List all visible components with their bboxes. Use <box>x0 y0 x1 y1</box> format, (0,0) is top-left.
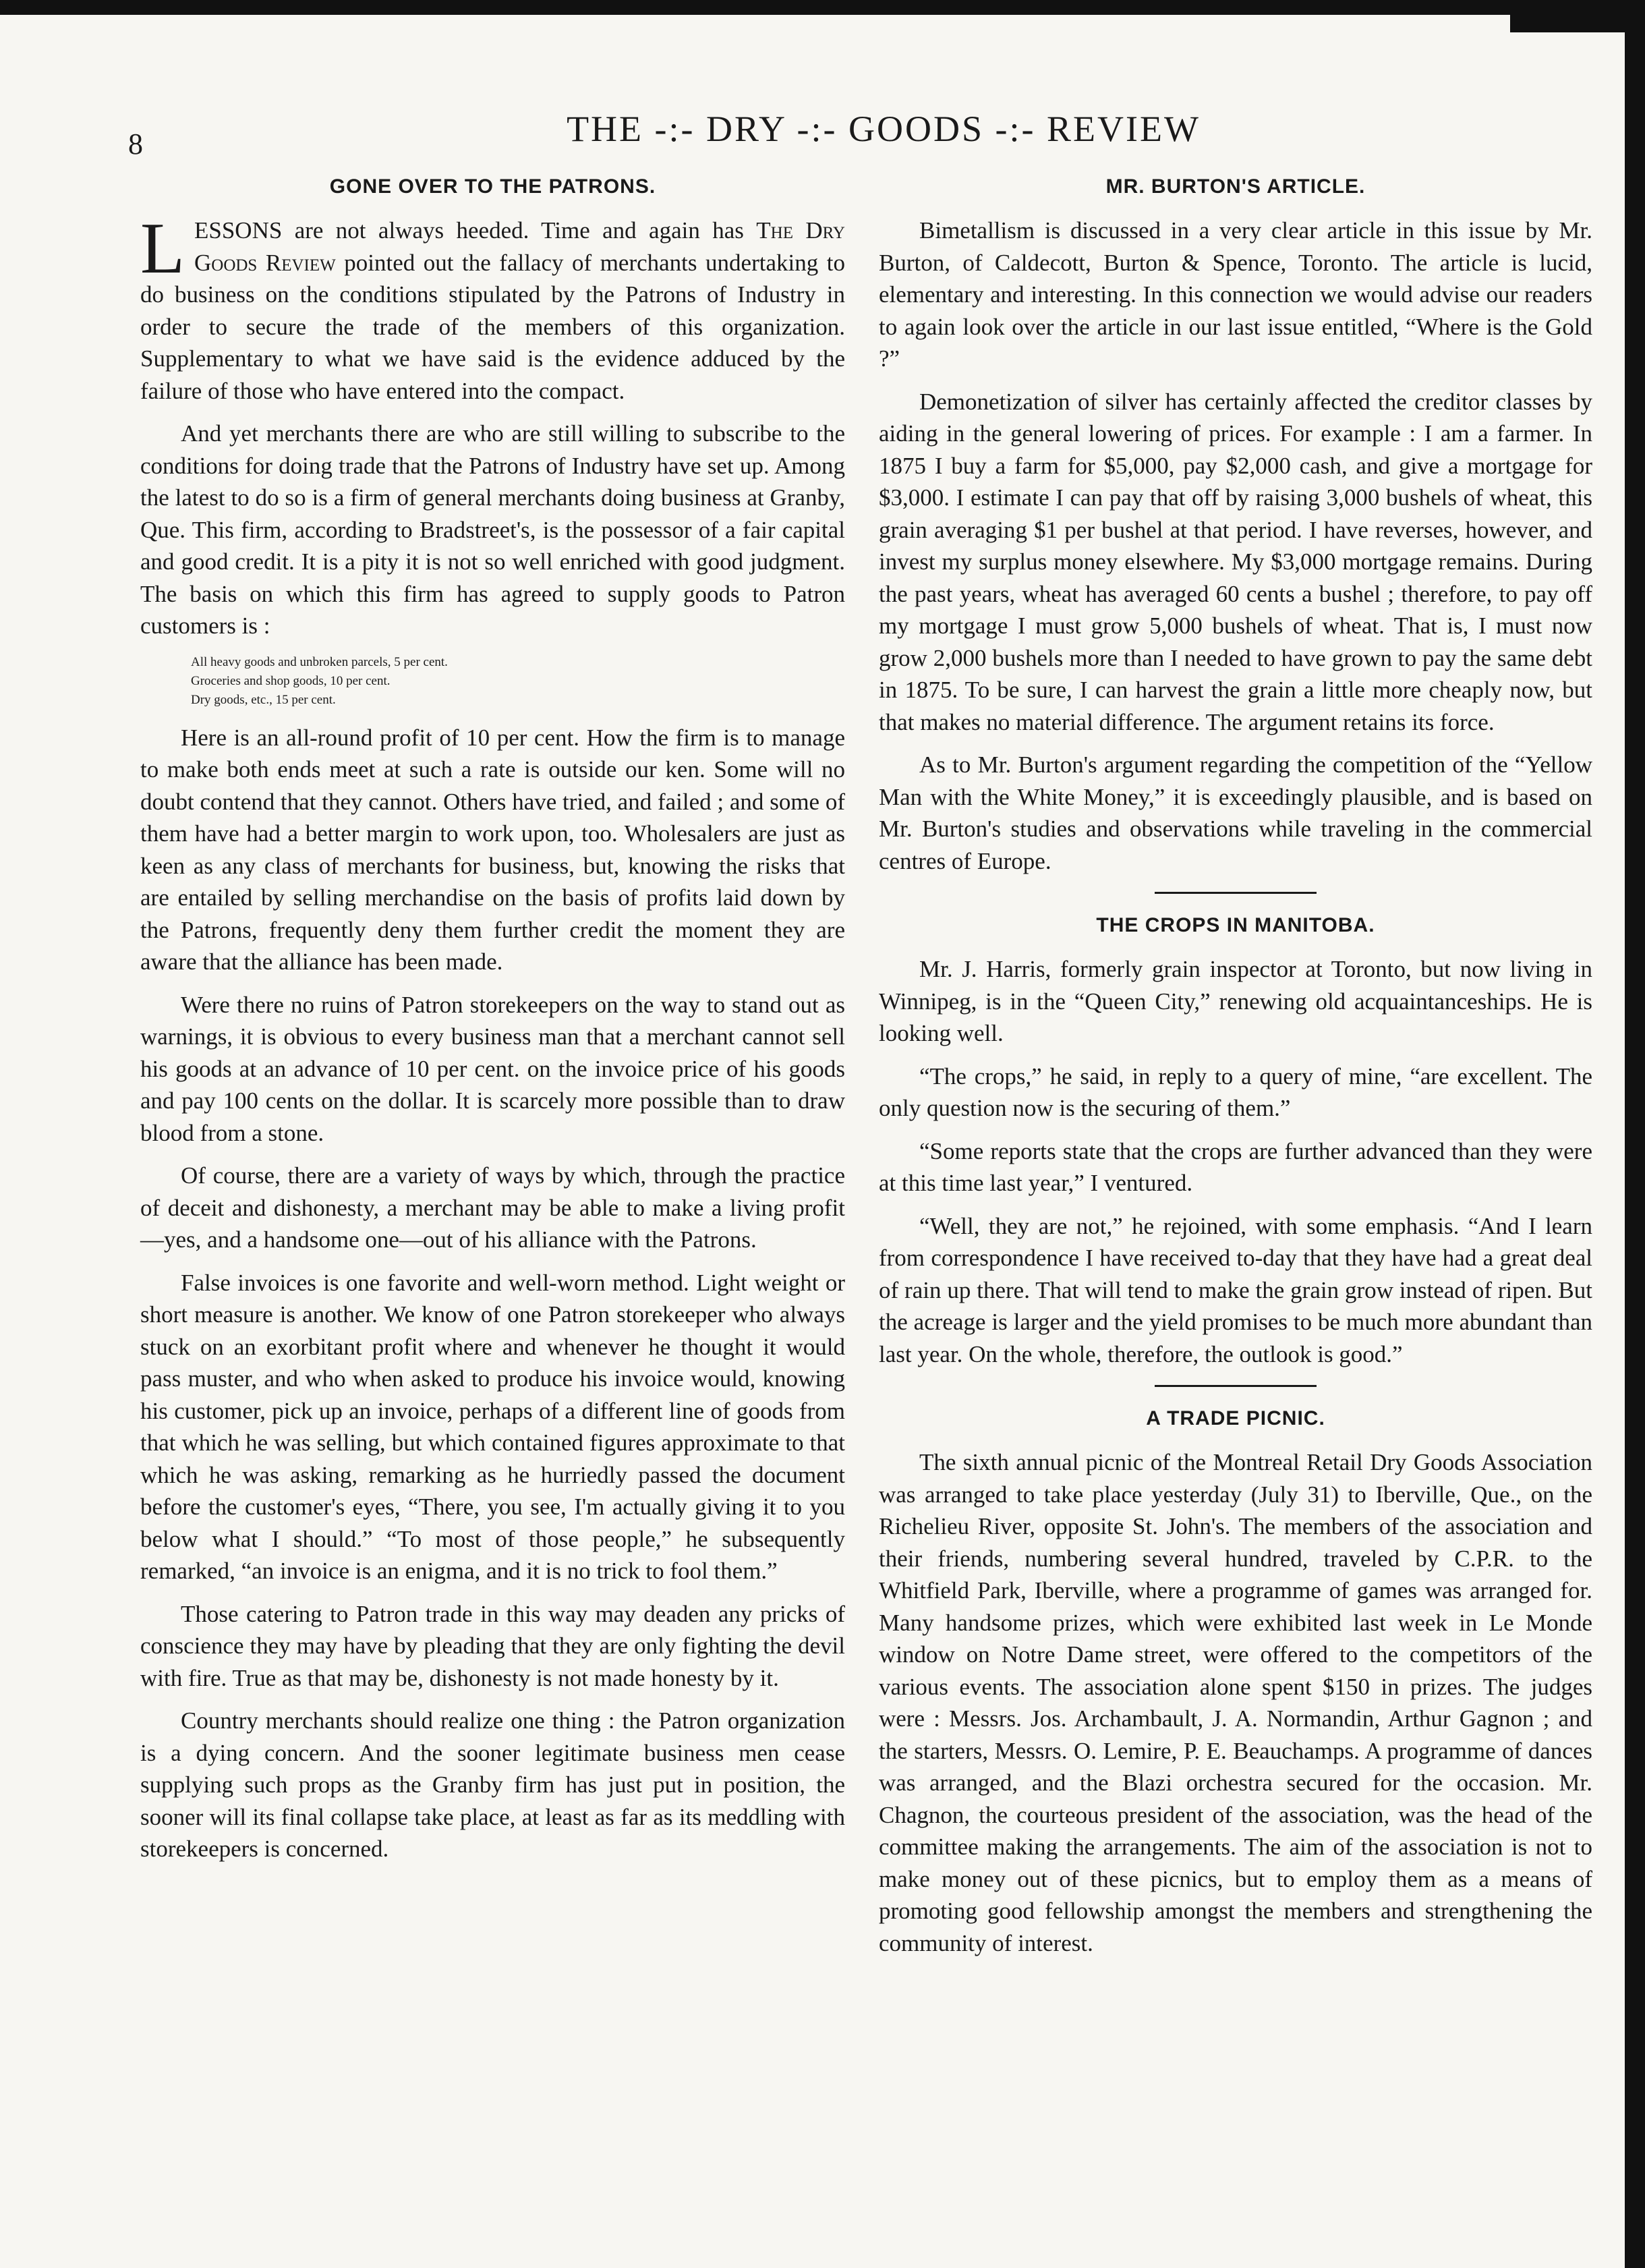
paragraph: “The crops,” he said, in reply to a query of mine, “are excellent. The only question now is the securing of them.” <box>879 1062 1592 1121</box>
terms-item: Dry goods, etc., 15 per cent. <box>191 692 336 707</box>
terms-item: Groceries and shop goods, 10 per cent. <box>191 673 391 688</box>
section-divider <box>1155 1385 1317 1387</box>
drop-cap: L <box>140 208 185 289</box>
paragraph: Of course, there are a variety of ways by which, through the practice of deceit and dishonesty, a merchant may be able to make a living profit —yes, and a handsome one—out of his alliance with the Patrons. <box>140 1162 845 1253</box>
paragraph: Those catering to Patron trade in this way may deaden any pricks of conscience they may have by pleading that they are only fighting the devil with fire. True as that may be, dishonesty is not made honesty by it. <box>140 1600 845 1691</box>
paragraph: “Some reports state that the crops are further advanced than they were at this time last year,” I ventured. <box>879 1137 1592 1196</box>
article-heading-picnic: A TRADE PICNIC. <box>1146 1407 1325 1429</box>
article-heading-crops: THE CROPS IN MANITOBA. <box>1096 914 1375 936</box>
journal-name: The Dry Goods Review <box>194 217 845 276</box>
paragraph: Mr. J. Harris, formerly grain inspector at Toronto, but now living in Winnipeg, is in the “Queen City,” renewing old acquaintanceships. He is looking well. <box>879 956 1592 1046</box>
article-heading-patrons: GONE OVER TO THE PATRONS. <box>329 175 656 198</box>
paragraph: Were there no ruins of Patron storekeepers on the way to stand out as warnings, it is obvious to every business man that a merchant cannot sell his goods at an advance of 10 per cent. on the invoice price of his goods and pay 100 cents on the dollar. It is scarcely more possible than to draw blood from a stone. <box>140 991 845 1146</box>
scan-edge-right <box>1625 0 1645 2268</box>
paragraph-text: ESSONS are not always heeded. Time and again has <box>194 217 757 244</box>
left-column <box>140 169 845 1876</box>
paragraph: And yet merchants there are who are still willing to subscribe to the conditions for doing trade that the Patrons of Industry have set up. Among the latest to do so is a firm of general merchants doing business at Granby, Que. This firm, according to Bradstreet's, is the possessor of a fair capital and good credit. It is a pity it is not so well enriched with good judgment. The basis on which this firm has agreed to supply goods to Patron customers is : <box>140 420 845 639</box>
scan-edge-top <box>0 0 1645 15</box>
paragraph: Bimetallism is discussed in a very clear article in this issue by Mr. Burton, of Caldecott, Burton & Spence, Toronto. The article is lucid, elementary and interesting. In this connection we would advise our readers to again look over the article in our last issue entitled, “Where is the Gold ?” <box>879 217 1592 372</box>
paragraph: False invoices is one favorite and well-worn method. Light weight or short measure is another. We know of one Patron storekeeper who always stuck on an exorbitant profit where and whenever he thought it would pass muster, and who when asked to produce his invoice would, knowing his customer, pick up an invoice, perhaps of a different line of goods from that which he was selling, but which contained figures approximate to that which he was asking, remarking as he hurriedly passed the document before the customer's eyes, “There, you see, I'm actually giving it to you below what I should.” “To most of those people,” he subsequently remarked, “an invoice is an enigma, and it is no trick to fool them.” <box>140 1269 845 1584</box>
paragraph-text: pointed out the fallacy of merchants undertaking to do business on the conditions stipulated by the Patrons of Industry in order to secure the trade of the members of this organization. Supplementary to what we have said is the evidence adduced by the failure of those who have entered into the compact. <box>140 249 845 404</box>
terms-item: All heavy goods and unbroken parcels, 5 per cent. <box>191 654 448 669</box>
paragraph: As to Mr. Burton's argument regarding the competition of the “Yellow Man with the White Money,” it is exceedingly plausible, and is based on Mr. Burton's studies and observations while traveling in the commercial centres of Europe. <box>879 752 1592 874</box>
paragraph: Here is an all-round profit of 10 per cent. How the firm is to manage to make both ends meet at such a rate is outside our ken. Some will no doubt contend that they cannot. Others have tried, and failed ; and some of them have had a better margin to work upon, too. Wholesalers are just as keen as any class of merchants for business, but, knowing the risks that are entailed by selling merchandise on the basis of profits laid down by the Patrons, frequently deny them further credit the moment they are aware that the alliance has been made. <box>140 724 845 975</box>
paragraph <box>140 208 845 407</box>
terms-list <box>191 653 845 710</box>
paragraph: “Well, they are not,” he rejoined, with some emphasis. “And I learn from correspondence I have received to-day that they have had a great deal of rain up there. That will tend to make the grain grow instead of ripen. But the acreage is larger and the yield promises to be much more abundant than last year. On the whole, therefore, the outlook is good.” <box>879 1212 1592 1367</box>
paragraph: Demonetization of silver has certainly affected the creditor classes by aiding in the general lowering of prices. For example : I am a farmer. In 1875 I buy a farm for $5,000, pay $2,000 cash, and give a mortgage for $3,000. I estimate I can pay that off by raising 3,000 bushels of wheat, this grain averaging $1 per bushel at that period. I have reverses, however, and invest my surplus money elsewhere. My $3,000 mortgage remains. During the past years, wheat has averaged 60 cents a bushel ; therefore, to pay off my mortgage I must grow 5,000 bushels of wheat. That is, I must now grow 2,000 bushels more than I needed to have grown to pay the same debt in 1875. To be sure, I can harvest the grain a little more cheaply now, but that makes no material difference. The argument retains its force. <box>879 388 1592 735</box>
article-heading-burton: MR. BURTON'S ARTICLE. <box>1105 175 1366 198</box>
section-divider <box>1155 892 1317 894</box>
paragraph: The sixth annual picnic of the Montreal Retail Dry Goods Association was arranged to take place yesterday (July 31) to Iberville, Que., on the Richelieu River, opposite St. John's. The members of the association and their friends, numbering several hundred, traveled by C.P.R. to the Whitfield Park, Iberville, where a programme of games was arranged for. Many handsome prizes, which were exhibited last week in Le Monde window on Notre Dame street, were offered to the competitors of the various events. The association alone spent $150 in prizes. The judges were : Messrs. Jos. Archambault, J. A. Normandin, Arthur Gagnon ; and the starters, Messrs. O. Lemire, P. E. Beauchamps. A programme of dances was arranged, and the Blazi orchestra secured for the occasion. Mr. Chagnon, the courteous president of the association, was the head of the committee making the arrangements. The aim of the association is not to make money out of these picnics, but to employ them as a means of promoting good fellowship amongst the members and strengthening the community of interest. <box>879 1449 1592 1956</box>
masthead-title: THE -:- DRY -:- GOODS -:- REVIEW <box>567 109 1201 149</box>
paragraph: Country merchants should realize one thing : the Patron organization is a dying concern. And the sooner legitimate business men cease supplying such props as the Granby firm has just put in position, the sooner will its final collapse take place, at least as far as its meddling with storekeepers is concerned. <box>140 1707 845 1862</box>
right-column <box>879 169 1592 1970</box>
page-number: 8 <box>128 127 143 161</box>
